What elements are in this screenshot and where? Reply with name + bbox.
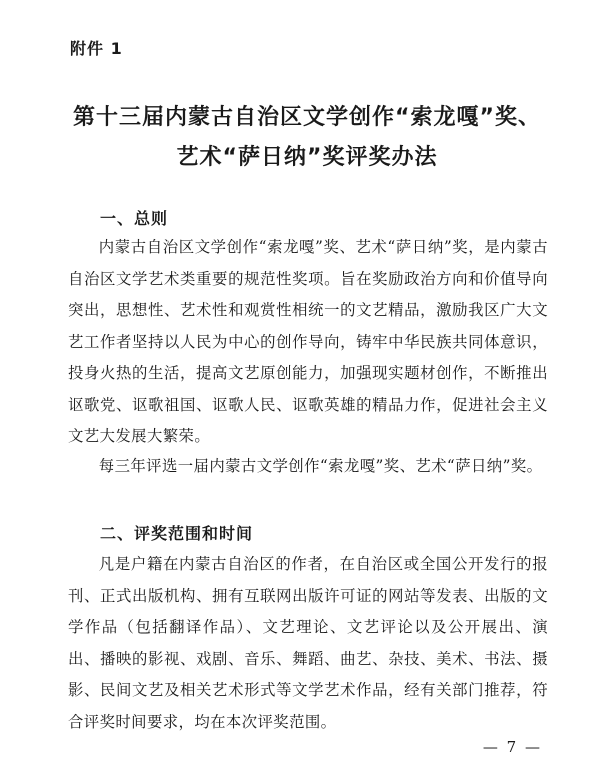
section-heading-general: 一、总则 — [100, 209, 169, 228]
general-paragraph-2: 每三年评选一届内蒙古文学创作“索龙嘎”奖、艺术“萨日纳”奖。 — [98, 457, 543, 475]
document-title-line-1: 第十三届内蒙古自治区文学创作“索龙嘎”奖、 — [73, 105, 541, 130]
document-title-line-2: 艺术“萨日纳”奖评奖办法 — [176, 145, 438, 170]
section-heading-scope: 二、评奖范围和时间 — [100, 524, 254, 543]
page-number: — 7 — — [482, 738, 542, 756]
attachment-label: 附件 1 — [70, 39, 123, 58]
general-paragraph-1: 内蒙古自治区文学创作“索龙嘎”奖、艺术“萨日纳”奖，是内蒙古自治区文学艺术类重要的规范性奖项。旨在奖励政治方向和价值导向突出，思想性、艺术性和观赏性相统一的文艺精品，激励我区广大文艺工作者坚持以人民为中心的创作导向，铸牢中华民族共同体意识，投身火热的生活，提高文艺原创能力，加强现实题材创作，不断推出讴歌党、讴歌祖国、讴歌人民、讴歌英雄的精品力作，促进社会主义文艺大发展大繁荣。 — [68, 238, 548, 445]
scope-paragraph-1: 凡是户籍在内蒙古自治区的作者，在自治区或全国公开发行的报刊、正式出版机构、拥有互联网出版许可证的网站等发表、出版的文学作品（包括翻译作品）、文艺理论、文艺评论以及公开展出、演出、播映的影视、戏剧、音乐、舞蹈、曲艺、杂技、美术、书法、摄影、民间文艺及相关艺术形式等文学艺术作品，经有关部门推荐，符合评奖时间要求，均在本次评奖范围。 — [68, 555, 548, 731]
